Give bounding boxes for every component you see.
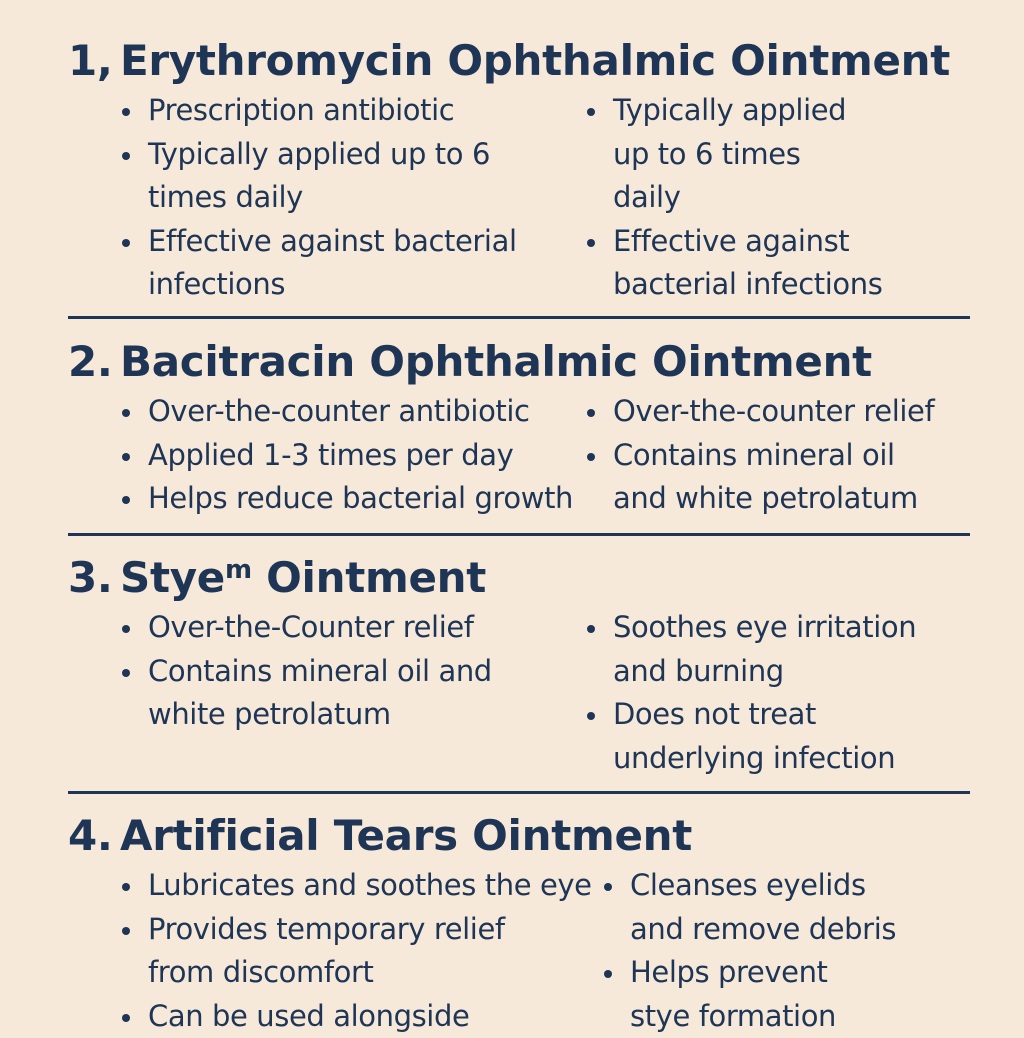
list-item: Typically applied up to 6 times daily: [587, 89, 853, 220]
right-bullet-list: [587, 89, 887, 307]
section-number: 1,: [68, 40, 120, 82]
list-item: Effective against bacterial infections: [122, 220, 548, 307]
list-item: Typically applied up to 6 times daily: [122, 133, 518, 220]
list-item: Contains mineral oil and white petrolatum: [122, 650, 528, 737]
list-item: Helps prevent stye formation: [604, 951, 860, 1038]
section-title: Erythromycin Ophthalmic Ointment: [120, 36, 950, 85]
section-title: Stye: [120, 553, 225, 602]
right-bullet-list: [587, 390, 967, 521]
title-superscript: m: [225, 555, 252, 585]
list-item: Cleanses eyelids and remove debris: [604, 864, 910, 951]
section-title-rest: Ointment: [252, 553, 486, 602]
right-bullet-list: [587, 606, 937, 780]
section-divider: [68, 316, 970, 319]
list-item: Prescription antibiotic: [122, 89, 562, 133]
left-bullet-list: [122, 606, 542, 737]
section-heading: [68, 40, 950, 82]
list-item: Does not treat underlying infection: [587, 693, 913, 780]
list-item: Applied 1-3 times per day: [122, 434, 592, 478]
list-item: Over-the-Counter relief: [122, 606, 542, 650]
list-item: Effective against bacterial infections: [587, 220, 893, 307]
section-title: Bacitracin Ophthalmic Ointment: [120, 337, 872, 386]
list-item: Provides temporary relief from discomfort: [122, 908, 548, 995]
left-bullet-list: [122, 864, 602, 1038]
section-heading: [68, 815, 692, 857]
list-item: Soothes eye irritation and burning: [587, 606, 933, 693]
right-bullet-list: [604, 864, 974, 1038]
section-heading: [68, 341, 872, 383]
section-heading: [68, 557, 486, 599]
section-title: Artificial Tears Ointment: [120, 811, 692, 860]
list-item: Can be used alongside: [122, 995, 602, 1038]
list-item: Contains mineral oil and white petrolatum: [587, 434, 943, 521]
list-item: Helps reduce bacterial growth: [122, 477, 592, 521]
list-item: Over-the-counter antibiotic: [122, 390, 592, 434]
section-number: 4.: [68, 815, 120, 857]
section-divider: [68, 791, 970, 794]
section-number: 3.: [68, 557, 120, 599]
list-item: Over-the-counter relief: [587, 390, 967, 434]
left-bullet-list: [122, 390, 592, 521]
section-divider: [68, 533, 970, 536]
left-bullet-list: [122, 89, 562, 307]
section-number: 2.: [68, 341, 120, 383]
list-item: Lubricates and soothes the eye: [122, 864, 602, 908]
